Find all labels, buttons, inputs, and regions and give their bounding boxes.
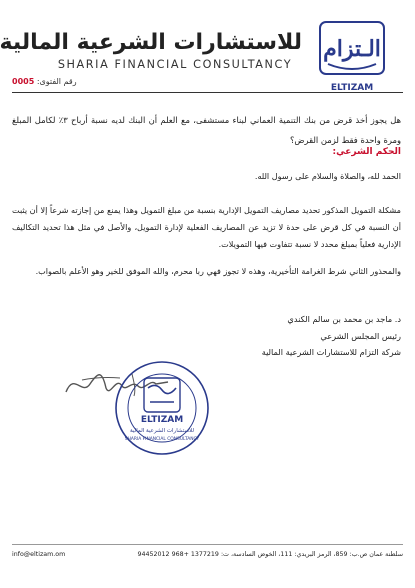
signatory-name: د. ماجد بن محمد بن سالم الكندي	[287, 314, 401, 324]
question-text: هل يجوز أخذ قرض من بنك التنمية العماني لبناء مستشفى، مع العلم أن البنك لديه نسبة أرباح ٣٪ لكامل المبلغ ومرة واحدة فقط لزمن القرض؟	[12, 115, 401, 145]
stamp-subtext: SHARIA FINANCIAL CONSULTANCY	[124, 437, 200, 442]
company-name-arabic: للاستشارات الشرعية المالية	[0, 30, 302, 55]
logo-english-text: ELTIZAM	[330, 83, 374, 93]
logo-arabic-text: الـتزام	[323, 36, 381, 62]
fatwa-number	[12, 77, 77, 86]
stamp-english-text: ELTIZAM	[140, 415, 184, 425]
footer-divider	[12, 544, 403, 545]
stamp-arabic-text: للاستشارات الشرعية المالية	[129, 428, 195, 434]
fatwa-number-value: 0005	[12, 77, 35, 86]
signatory-role: رئيس المجلس الشرعي	[320, 331, 401, 341]
fatwa-number-label: رقم الفتوى:	[36, 77, 77, 86]
ruling-paragraph: والمحذور الثاني شرط الغرامة التأخيرية، وهذه لا تجوز فهي ربا محرم، والله الموفق للخير وهو الأعلم بالصواب.	[35, 266, 401, 276]
company-stamp	[112, 358, 212, 458]
header-divider	[12, 92, 403, 93]
footer-address: سلطنة عمان ص.ب: 859، الرمز البريدي: 111، الخوض السادسة، ت: 1377219 +968 94452012	[137, 551, 403, 558]
company-name-english: SHARIA FINANCIAL CONSULTANCY	[57, 58, 293, 71]
ruling-title: الحكم الشرعي:	[332, 147, 401, 157]
eltizam-logo	[314, 18, 394, 98]
footer-email[interactable]: info@eltizam.om	[12, 551, 66, 558]
signatory-organization: شركة التزام للاستشارات الشرعية المالية	[261, 347, 401, 357]
ruling-paragraph: الحمد لله، والصلاة والسلام على رسول الله.	[254, 171, 401, 181]
ruling-paragraph: مشكلة التمويل المذكور تحديد مصاريف التمويل الإدارية بنسبة من مبلغ التمويل وهذا يمنع من إجازته شرعاً إلا أن يثبت أن النسبة في كل قرض على حدة لا تزيد عن المصاريف الفعلية لإدارة التمويل، والأصل في مثل هذا تحديد التكاليف الإدارية فعلياً بمبلغ محدد لا نسبة تتفاوت فيها التمويلات.	[12, 205, 401, 249]
